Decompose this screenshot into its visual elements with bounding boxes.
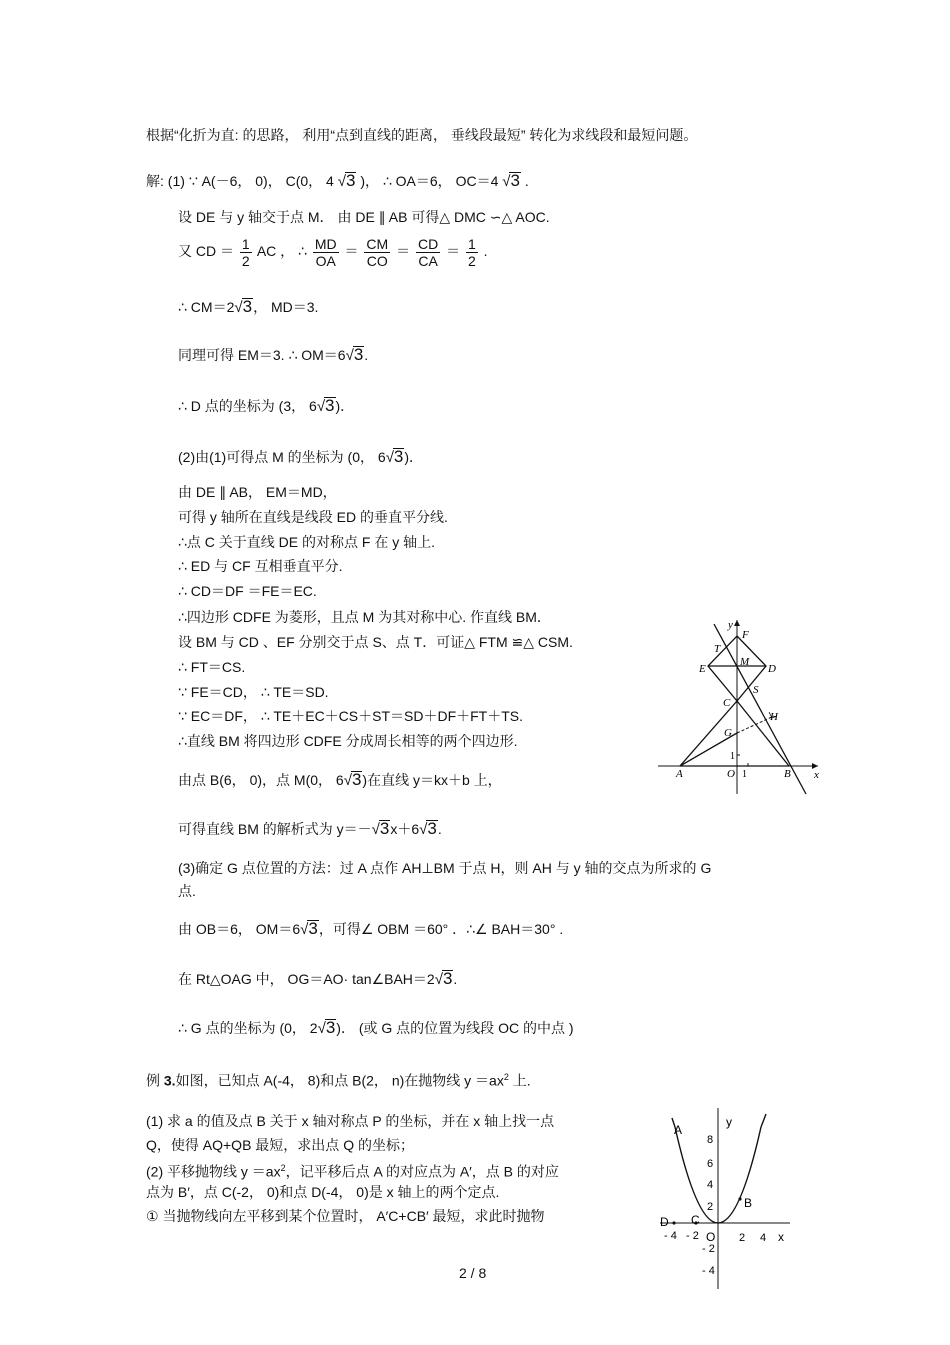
solution-part2-line: (2)由(1)可得点 M 的坐标为 (0， 6√3)． [178, 447, 424, 466]
text-line: ① 当抛物线向左平移到某个位置时， A′C+CB′ 最短，求此时抛物 [146, 1208, 545, 1224]
tick-x-neg2: - 2 [686, 1230, 699, 1242]
label-o: O [706, 1230, 716, 1244]
point-b [738, 1197, 741, 1200]
label-x: x [778, 1230, 784, 1244]
intro-line: 根据“化折为直: 的思路， 利用“点到直线的距离， 垂线段最短” 转化为求线段和最短问题。 [146, 127, 698, 143]
fraction: $\frac{CD}{CA}$ [417, 235, 439, 269]
tick-y-2: 2 [707, 1201, 714, 1213]
tick-y-neg4: - 4 [702, 1265, 715, 1277]
sqrt-3: √3 [502, 171, 520, 190]
label-c: C [723, 697, 731, 709]
text-line: ∵ EC＝DF， ∴ TE＋EC＋CS＋ST＝SD＋DF＋FT＋TS. [178, 708, 524, 724]
tick-y-6: 6 [707, 1158, 714, 1170]
tick-x-4: 4 [760, 1232, 767, 1244]
text-line: Q，使得 AQ+QB 最短，求出点 Q 的坐标； [146, 1137, 414, 1153]
text-line: 由 DE ∥ AB， EM＝MD， [178, 484, 337, 500]
label-f: F [742, 629, 749, 641]
label-y: y [728, 619, 733, 631]
label-one-y: 1 [730, 751, 735, 762]
text-line: ∴ CD＝DF ＝FE＝EC. [178, 583, 317, 599]
label-b: B [744, 1196, 753, 1210]
fraction-line: 又 CD ＝ $\frac{1}{2}$ AC ， ∴ $\frac{MD}{OA}$ ＝ $\frac{CM}{CO}$ ＝ $\frac{CD}{CA}$ ＝ $\frac{1}{2}$ . [178, 235, 488, 269]
label-y: y [726, 1115, 732, 1129]
tick-x-neg4: - 4 [664, 1230, 677, 1242]
point-d [672, 1221, 675, 1224]
text-line: ∴点 C 关于直线 DE 的对称点 F 在 y 轴上. [178, 534, 436, 550]
tick-x-2: 2 [739, 1232, 746, 1244]
tick-y-8: 8 [707, 1134, 714, 1146]
label-c: C [691, 1213, 700, 1227]
text-line: 由 OB＝6， OM＝6√3，可得∠ OBM ＝60° ．∴∠ BAH＝30° . [178, 919, 564, 938]
text-line: 点. [178, 883, 196, 899]
label-h: H [770, 711, 778, 723]
text-line: ∴ CM＝2√3， MD＝3. [178, 297, 319, 316]
label-o: O [727, 768, 735, 780]
label-b: B [784, 768, 791, 780]
text-line: 点为 B′，点 C(-2， 0)和点 D(-4， 0)是 x 轴上的两个定点. [146, 1184, 500, 1200]
fraction: $\frac{CM}{CO}$ [366, 235, 389, 269]
sqrt-3: √3 [337, 171, 356, 190]
text-line: ∴直线 BM 将四边形 CDFE 分成周长相等的两个四边形. [178, 733, 518, 749]
text-line: ∴ ED 与 CF 互相垂直平分. [178, 558, 343, 574]
fraction: $\frac{1}{2}$ [467, 235, 476, 269]
text-line: ∴ FT＝CS. [178, 659, 246, 675]
text-line: ∴ G 点的坐标为 (0， 2√3)． (或 G 点的位置为线段 OC 的中点 ) [178, 1018, 574, 1037]
label-g: G [724, 727, 732, 739]
label-d: D [660, 1215, 669, 1229]
geometry-figure [656, 616, 826, 798]
text-line: 由点 B(6， 0)，点 M(0， 6√3)在直线 y＝kx＋b 上， [178, 770, 502, 789]
tick-y-4: 4 [707, 1179, 714, 1191]
text-line: (2) 平移抛物线 $y =ax^2$，记平移后点 A 的对应点为 A′，点 B 的对应 [146, 1163, 559, 1180]
solution-part1-line: 解: (1) ∵ A(－6， 0)， C(0， 4 √3 )， ∴ OA＝6， OC＝4 √3 . [146, 171, 529, 190]
parabola-figure [660, 1106, 792, 1290]
example-3-heading: 例 3.如图，已知点 A(-4， 8)和点 B(2， n)在抛物线 $y =ax^2$ 上. [146, 1072, 531, 1089]
text-line: 设 DE 与 y 轴交于点 M． 由 DE ∥ AB 可得△ DMC ∽△ AOC. [178, 209, 550, 225]
label-m: M [740, 656, 750, 668]
label-a: A [676, 768, 683, 780]
text-line: (1) 求 a 的值及点 B 关于 x 轴对称点 P 的坐标，并在 x 轴上找一点 [146, 1113, 555, 1129]
fraction: $\frac{1}{2}$ [241, 235, 250, 269]
fraction: $\frac{MD}{OA}$ [314, 235, 337, 269]
text-line: ∴四边形 CDFE 为菱形，且点 M 为其对称中心. 作直线 BM． [178, 609, 551, 625]
label-t: T [714, 643, 721, 655]
text-line: 在 Rt△OAG 中， OG＝AO· tan∠BAH＝2√3. [178, 969, 458, 988]
text-line: 可得直线 BM 的解析式为 y＝－√3x＋6√3. [178, 819, 442, 838]
text-line: 设 BM 与 CD 、EF 分别交于点 S、点 T．可证△ FTM ≌△ CSM. [178, 634, 573, 650]
text-line: 可得 y 轴所在直线是线段 ED 的垂直平分线. [178, 509, 448, 525]
label-e: E [699, 663, 706, 675]
page-number: 2 / 8 [459, 1265, 487, 1281]
solution-part3-line: (3)确定 G 点位置的方法：过 A 点作 AH⊥BM 于点 H，则 AH 与 y 轴的交点为所求的 G [178, 860, 712, 876]
text-line: ∴ D 点的坐标为 (3， 6√3)． [178, 396, 355, 415]
label-a: A [674, 1123, 683, 1137]
label-one-x: 1 [742, 769, 747, 780]
tick-y-neg2: - 2 [702, 1243, 715, 1255]
label-s: S [753, 684, 759, 696]
label-x: x [814, 769, 819, 781]
text-line: 同理可得 EM＝3. ∴ OM＝6√3. [178, 345, 369, 364]
text-line: ∵ FE＝CD， ∴ TE＝SD. [178, 684, 329, 700]
label-d: D [768, 663, 776, 675]
